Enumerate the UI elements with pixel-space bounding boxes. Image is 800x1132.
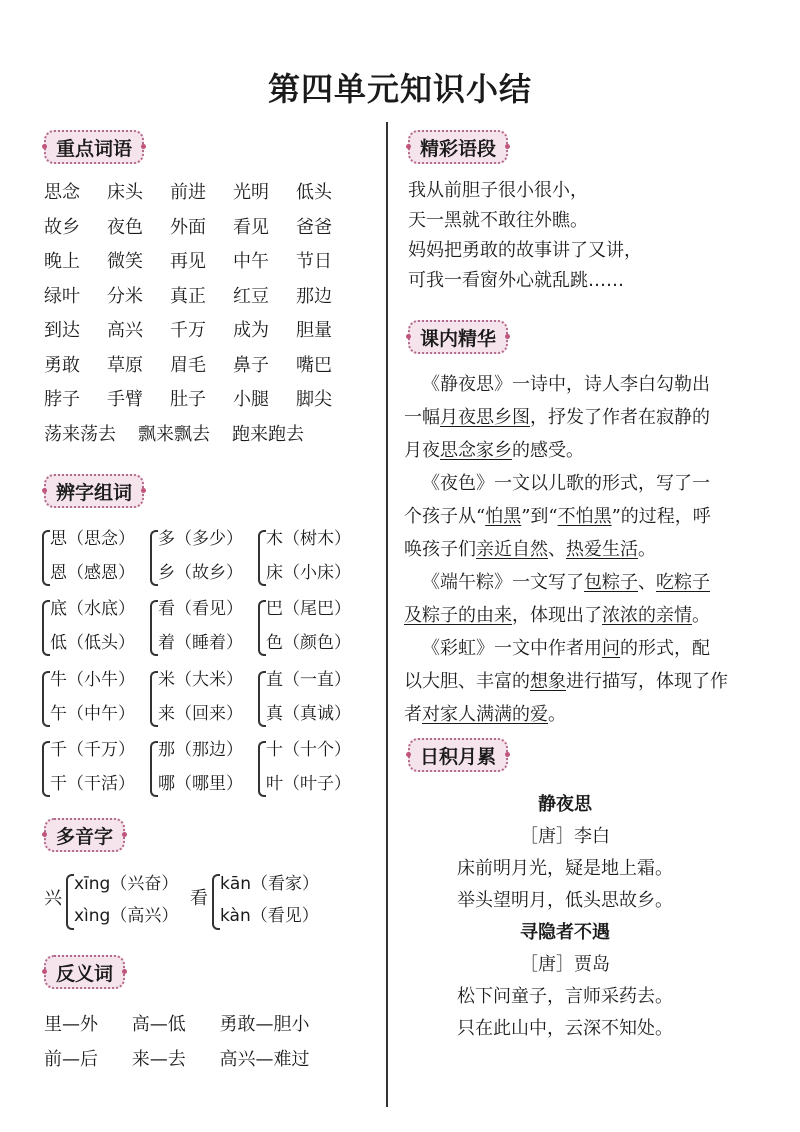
- section-badge-essence: 课内精华: [408, 320, 508, 354]
- antonym-row: [44, 1045, 374, 1071]
- char-pair: [258, 592, 351, 662]
- vocab-word: 嘴巴: [296, 354, 332, 376]
- poem: [400, 790, 730, 918]
- vocab-word: 眉毛: [170, 354, 206, 376]
- vocab-row: [44, 247, 374, 282]
- column-divider: [386, 122, 388, 1107]
- antonym-pair: 前—后: [44, 1049, 98, 1070]
- essence-text: [404, 368, 734, 731]
- char-pair-item: 哪（哪里）: [158, 774, 243, 794]
- vocab-word: 成为: [233, 320, 269, 341]
- vocab-word: 鼻子: [233, 354, 269, 376]
- vocab-row: [44, 178, 374, 213]
- polyphone-reading: kàn（看见）: [220, 906, 319, 926]
- vocab-word: 中午: [233, 251, 269, 272]
- vocab-word: 勇敢: [44, 354, 80, 376]
- vocab-word: 分米: [107, 285, 143, 307]
- char-pair-item: 午（中午）: [50, 704, 135, 724]
- char-pair-item: 米（大米）: [158, 670, 243, 690]
- poem-title: 静夜思: [538, 794, 592, 815]
- essence-line: 《彩虹》一文中作者用问的形式，配: [422, 638, 710, 659]
- section-badge-accumulate: 日积月累: [408, 738, 508, 772]
- passage-line: 我从前胆子很小很小，: [408, 180, 588, 201]
- char-pair-item: 巴（尾巴）: [266, 599, 351, 619]
- char-pair-item: 着（睡着）: [158, 633, 243, 653]
- char-pair-item: 十（十个）: [266, 740, 351, 760]
- polyphone-readings: [66, 868, 178, 932]
- antonym-row: [44, 1010, 374, 1036]
- vocab-word: 再见: [170, 251, 206, 272]
- char-pair: [42, 733, 135, 803]
- char-pair-item: 牛（小牛）: [50, 670, 135, 690]
- char-pair: [150, 663, 243, 733]
- char-pair: [258, 663, 351, 733]
- polyphone-reading: xìng（高兴）: [74, 906, 179, 926]
- vocab-word: 思念: [44, 182, 80, 203]
- poem-line: 床前明月光，疑是地上霜。: [457, 858, 673, 879]
- char-pair-item: 千（千万）: [50, 740, 135, 760]
- vocab-word: 前进: [170, 182, 206, 203]
- poem-line: 举头望明月，低头思故乡。: [457, 890, 673, 911]
- char-pair: [150, 592, 243, 662]
- vocab-word: 微笑: [107, 251, 143, 272]
- vocab-word: 故乡: [44, 216, 80, 238]
- essence-line: 月夜思念家乡的感受。: [404, 440, 584, 461]
- vocab-word: 肚子: [170, 389, 206, 410]
- vocab-word: 晚上: [44, 251, 80, 272]
- essence-line: 《端午粽》一文写了包粽子、吃粽子: [422, 572, 710, 593]
- polyphone-reading: kān（看家）: [220, 874, 320, 894]
- vocab-grid: [44, 178, 374, 446]
- essence-line: 一幅月夜思乡图，抒发了作者在寂静的: [404, 407, 710, 428]
- vocab-word: 跑来跑去: [232, 423, 304, 445]
- vocab-word: 小腿: [233, 389, 269, 410]
- char-pair-item: 干（干活）: [50, 774, 135, 794]
- vocab-word: 脚尖: [296, 389, 332, 410]
- vocab-word: 荡来荡去: [44, 423, 116, 445]
- polyphone-group: [190, 868, 350, 938]
- vocab-word: 飘来飘去: [138, 423, 210, 445]
- polyphone-char: 看: [190, 888, 208, 909]
- essence-line: 《夜色》一文以儿歌的形式，写了一: [422, 473, 710, 494]
- char-pair-item: 看（看见）: [158, 599, 243, 619]
- char-pair: [42, 522, 135, 592]
- vocab-row: [44, 316, 374, 351]
- vocab-word: 千万: [170, 320, 206, 341]
- poem-line: 松下问童子，言师采药去。: [457, 986, 673, 1007]
- vocab-row: [44, 420, 374, 446]
- vocab-word: 脖子: [44, 389, 80, 410]
- passage-line: 可我一看窗外心就乱跳……: [408, 270, 624, 291]
- vocab-word: 床头: [107, 182, 143, 203]
- antonym-pair: 高—低: [131, 1014, 186, 1035]
- vocab-word: 看见: [233, 216, 269, 238]
- poem: [400, 918, 730, 1046]
- char-pair-item: 低（低头）: [50, 633, 135, 653]
- char-pair-item: 直（一直）: [266, 670, 351, 690]
- essence-line: 《静夜思》一诗中，诗人李白勾勒出: [422, 374, 710, 395]
- vocab-word: 爸爸: [296, 216, 332, 238]
- essence-line: 唤孩子们亲近自然、热爱生活。: [404, 539, 656, 560]
- vocab-word: 夜色: [107, 216, 143, 238]
- essence-line: 个孩子从“怕黑”到“不怕黑”的过程，呼: [404, 506, 711, 527]
- char-pair: [258, 522, 351, 592]
- char-pair: [42, 592, 135, 662]
- vocab-word: 胆量: [296, 320, 332, 341]
- poem-line: 只在此山中，云深不知处。: [457, 1018, 673, 1039]
- char-pair: [150, 522, 243, 592]
- passage: [408, 176, 642, 296]
- vocab-word: 手臂: [107, 389, 143, 410]
- char-pair-item: 思（思念）: [50, 529, 135, 549]
- char-pair-item: 多（多少）: [158, 529, 243, 549]
- char-pair-item: 真（真诚）: [266, 704, 351, 724]
- char-pair-item: 色（颜色）: [266, 633, 351, 653]
- antonym-pair: 勇敢—胆小: [219, 1014, 310, 1035]
- char-pair: [258, 733, 351, 803]
- char-pair-item: 恩（感恩）: [50, 563, 135, 583]
- page-title: 第四单元知识小结: [267, 70, 532, 108]
- vocab-word: 红豆: [233, 285, 269, 307]
- antonym-pair: 里—外: [44, 1014, 98, 1035]
- section-badge-polyphone: 多音字: [44, 818, 125, 852]
- polyphone-char: 兴: [44, 888, 62, 909]
- essence-line: 及粽子的由来，体现出了浓浓的亲情。: [404, 605, 710, 626]
- poem-author: ［唐］李白: [520, 826, 610, 847]
- section-badge-passage: 精彩语段: [408, 130, 508, 164]
- vocab-word: 真正: [170, 285, 206, 307]
- vocab-word: 节日: [296, 251, 332, 272]
- essence-line: 以大胆、丰富的想象进行描写，体现了作: [404, 671, 728, 692]
- vocab-word: 低头: [296, 182, 332, 203]
- char-pair-item: 床（小床）: [266, 563, 351, 583]
- vocab-row: [44, 351, 374, 386]
- antonym-pair: 来—去: [131, 1049, 186, 1070]
- char-pair-item: 来（回来）: [158, 704, 243, 724]
- char-pair-item: 那（那边）: [158, 740, 243, 760]
- vocab-row: [44, 213, 374, 248]
- vocab-word: 到达: [44, 320, 80, 341]
- vocab-word: 绿叶: [44, 285, 80, 307]
- vocab-word: 高兴: [107, 320, 143, 341]
- vocab-row: [44, 385, 374, 420]
- vocab-word: 那边: [296, 285, 332, 307]
- char-pair-item: 叶（叶子）: [266, 774, 351, 794]
- essence-line: 者对家人满满的爱。: [404, 704, 566, 725]
- char-pair-item: 底（水底）: [50, 599, 135, 619]
- vocab-row: [44, 282, 374, 317]
- char-pair: [42, 663, 135, 733]
- poem-title: 寻隐者不遇: [520, 922, 610, 943]
- poem-author: ［唐］贾岛: [520, 954, 610, 975]
- section-badge-vocab: 重点词语: [44, 130, 144, 164]
- vocab-word: 外面: [170, 216, 206, 238]
- char-pair-item: 木（树木）: [266, 529, 351, 549]
- polyphone-reading: xīng（兴奋）: [74, 874, 179, 894]
- vocab-word: 光明: [233, 182, 269, 203]
- passage-line: 天一黑就不敢往外瞧。: [408, 210, 588, 231]
- passage-line: 妈妈把勇敢的故事讲了又讲，: [408, 240, 642, 261]
- polyphone-group: [44, 868, 194, 938]
- polyphone-readings: [212, 868, 319, 932]
- char-pair-item: 乡（故乡）: [158, 563, 243, 583]
- vocab-word: 草原: [107, 354, 143, 376]
- antonym-pair: 高兴—难过: [219, 1049, 310, 1070]
- section-badge-antonym: 反义词: [44, 955, 125, 989]
- char-pair: [150, 733, 243, 803]
- section-badge-distinguish: 辨字组词: [44, 474, 144, 508]
